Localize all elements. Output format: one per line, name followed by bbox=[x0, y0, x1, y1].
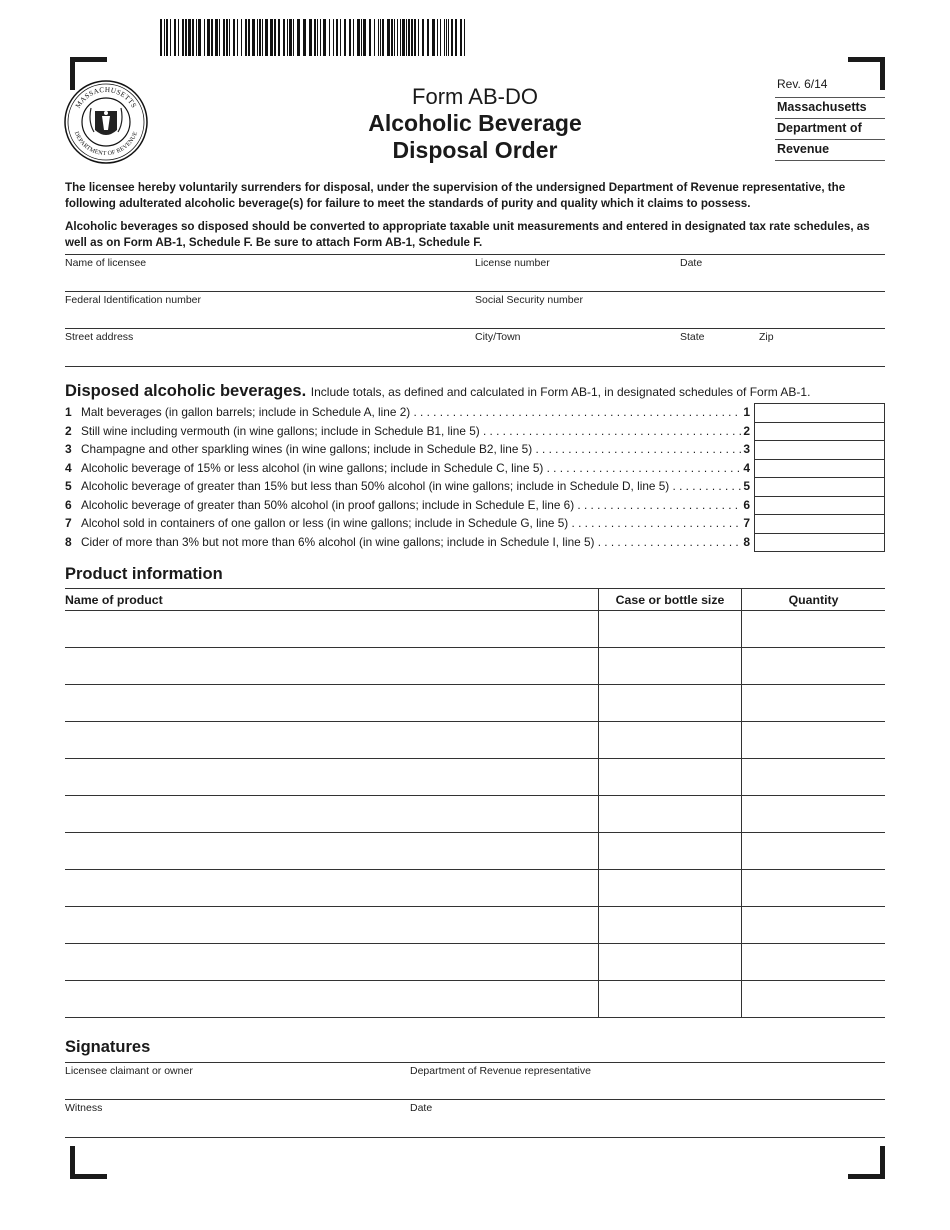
disposed-note: Include totals, as defined and calculated in Form AB-1, in designated schedules of Form AB-1. bbox=[310, 385, 811, 399]
quantity-input[interactable] bbox=[742, 833, 886, 870]
product-name-input[interactable] bbox=[65, 796, 599, 833]
line-amount-input[interactable] bbox=[754, 533, 885, 553]
product-name-input[interactable] bbox=[65, 722, 599, 759]
product-name-input[interactable] bbox=[65, 685, 599, 722]
form-id: Form AB-DO bbox=[412, 84, 538, 109]
line-number-right: 1 bbox=[743, 405, 750, 419]
street-address-field[interactable]: Street address bbox=[65, 331, 134, 343]
product-name-input[interactable] bbox=[65, 944, 599, 981]
product-name-input[interactable] bbox=[65, 833, 599, 870]
bottle-size-input[interactable] bbox=[599, 611, 742, 648]
signature-date-field[interactable]: Date bbox=[410, 1102, 433, 1114]
licensee-row-1 bbox=[65, 254, 885, 292]
bottle-size-input[interactable] bbox=[599, 759, 742, 796]
bottle-size-input[interactable] bbox=[599, 981, 742, 1018]
product-name-input[interactable] bbox=[65, 611, 599, 648]
quantity-input[interactable] bbox=[742, 944, 886, 981]
product-heading: Product information bbox=[65, 565, 223, 583]
line-amount-input[interactable] bbox=[754, 514, 885, 533]
product-row bbox=[65, 648, 885, 685]
signature-row-2 bbox=[65, 1099, 885, 1137]
line-number-right: 7 bbox=[743, 516, 750, 530]
form-title-line-2: Disposal Order bbox=[392, 137, 558, 163]
quantity-input[interactable] bbox=[742, 796, 886, 833]
department-line: Department of bbox=[775, 118, 885, 139]
product-row bbox=[65, 981, 885, 1018]
signatures-heading: Signatures bbox=[65, 1038, 151, 1056]
bottle-size-input[interactable] bbox=[599, 685, 742, 722]
product-row bbox=[65, 944, 885, 981]
product-row bbox=[65, 907, 885, 944]
licensee-row-3 bbox=[65, 328, 885, 367]
seal-bottom-text: DEPARTMENT OF REVENUE bbox=[72, 130, 140, 158]
disposed-line bbox=[65, 440, 885, 459]
line-amount-input[interactable] bbox=[754, 403, 885, 422]
seal-top-text: MASSACHUSETTS bbox=[73, 85, 139, 110]
disposed-heading-block bbox=[65, 382, 810, 401]
product-name-input[interactable] bbox=[65, 981, 599, 1018]
intro-paragraph-1: The licensee hereby voluntarily surrenders for disposal, under the supervision of the undersigned Department of Revenue representative, the following adulterated alcoholic beverage(s) for failure to meet the standards of purity and quality which it claims to possess. bbox=[65, 181, 846, 210]
zip-field[interactable]: Zip bbox=[759, 331, 774, 343]
product-row bbox=[65, 685, 885, 722]
product-name-input[interactable] bbox=[65, 870, 599, 907]
disposed-line bbox=[65, 422, 885, 441]
licensee-signature-field[interactable]: Licensee claimant or owner bbox=[65, 1065, 193, 1077]
line-amount-input[interactable] bbox=[754, 496, 885, 515]
quantity-input[interactable] bbox=[742, 685, 886, 722]
department-line: Massachusetts bbox=[775, 97, 885, 118]
line-description: Alcoholic beverage of 15% or less alcohol (in wine gallons; include in Schedule C, line 5) . . . bbox=[81, 461, 741, 475]
form-title-block bbox=[300, 84, 650, 164]
bottle-size-input[interactable] bbox=[599, 870, 742, 907]
line-description: Cider of more than 3% but not more than 6% alcohol (in wine gallons; include in Schedule I, line 5) . . . bbox=[81, 535, 741, 549]
disposed-line bbox=[65, 477, 885, 496]
line-description: Alcoholic beverage of greater than 50% alcohol (in proof gallons; include in Schedule E, line 6) . . . bbox=[81, 498, 741, 512]
product-table-header bbox=[65, 589, 885, 611]
quantity-input[interactable] bbox=[742, 870, 886, 907]
product-row bbox=[65, 611, 885, 648]
line-number: 4 bbox=[65, 460, 72, 475]
department-name bbox=[775, 97, 885, 161]
signature-row-1 bbox=[65, 1062, 885, 1100]
line-description: Alcohol sold in containers of one gallon or less (in wine gallons; include in Schedule G, line 5) . . . bbox=[81, 516, 741, 530]
disposed-heading: Disposed alcoholic beverages. bbox=[65, 382, 307, 400]
city-town-field[interactable]: City/Town bbox=[475, 331, 521, 343]
department-line: Revenue bbox=[775, 139, 885, 161]
licensee-row-2 bbox=[65, 291, 885, 329]
form-title-line-1: Alcoholic Beverage bbox=[368, 110, 582, 136]
name-of-licensee-field[interactable]: Name of licensee bbox=[65, 257, 147, 269]
product-row bbox=[65, 796, 885, 833]
quantity-input[interactable] bbox=[742, 759, 886, 796]
column-header-size: Case or bottle size bbox=[599, 589, 742, 611]
line-amount-input[interactable] bbox=[754, 440, 885, 459]
disposed-line bbox=[65, 533, 885, 552]
quantity-input[interactable] bbox=[742, 981, 886, 1018]
revision-date: Rev. 6/14 bbox=[777, 77, 828, 91]
line-number: 3 bbox=[65, 442, 72, 456]
line-number: 5 bbox=[65, 479, 72, 493]
line-description: Malt beverages (in gallon barrels; include in Schedule A, line 2) . . . bbox=[81, 405, 741, 419]
bottle-size-input[interactable] bbox=[599, 796, 742, 833]
line-number: 1 bbox=[65, 405, 72, 419]
column-header-name: Name of product bbox=[65, 589, 599, 611]
product-name-input[interactable] bbox=[65, 907, 599, 944]
line-amount-input[interactable] bbox=[754, 477, 885, 496]
registration-mark-bottom-right bbox=[848, 1146, 885, 1179]
date-field[interactable]: Date bbox=[680, 257, 703, 269]
line-number-right: 2 bbox=[743, 423, 750, 438]
line-number: 8 bbox=[65, 534, 72, 549]
dor-seal-logo bbox=[64, 80, 148, 164]
line-number: 6 bbox=[65, 497, 72, 512]
state-field[interactable]: State bbox=[680, 331, 705, 343]
bottle-size-input[interactable] bbox=[599, 648, 742, 685]
line-amount-input[interactable] bbox=[754, 422, 885, 441]
disposed-line bbox=[65, 514, 885, 533]
line-amount-input[interactable] bbox=[754, 459, 885, 478]
disposed-line bbox=[65, 403, 885, 422]
line-number-right: 6 bbox=[743, 497, 750, 512]
disposed-line bbox=[65, 459, 885, 478]
product-row bbox=[65, 870, 885, 907]
line-number-right: 4 bbox=[743, 460, 750, 475]
quantity-input[interactable] bbox=[742, 722, 886, 759]
bottle-size-input[interactable] bbox=[599, 722, 742, 759]
dor-representative-signature-field[interactable]: Department of Revenue representative bbox=[410, 1065, 591, 1077]
product-row bbox=[65, 759, 885, 796]
quantity-input[interactable] bbox=[742, 907, 886, 944]
quantity-input[interactable] bbox=[742, 648, 886, 685]
line-description: Alcoholic beverage of greater than 15% but less than 50% alcohol (in wine gallons; include in Schedule D, line 5) . . . bbox=[81, 479, 741, 493]
line-description: Still wine including vermouth (in wine gallons; include in Schedule B1, line 5) . . . bbox=[81, 424, 741, 438]
line-number-right: 5 bbox=[743, 479, 750, 493]
barcode bbox=[160, 19, 470, 56]
bottle-size-input[interactable] bbox=[599, 907, 742, 944]
registration-mark-top-right bbox=[848, 57, 885, 90]
bottom-rule bbox=[65, 1137, 885, 1138]
line-number-right: 8 bbox=[743, 534, 750, 549]
bottle-size-input[interactable] bbox=[599, 833, 742, 870]
product-row bbox=[65, 722, 885, 759]
federal-id-field[interactable]: Federal Identification number bbox=[65, 294, 201, 306]
product-table bbox=[65, 588, 885, 1018]
witness-signature-field[interactable]: Witness bbox=[65, 1102, 103, 1114]
quantity-input[interactable] bbox=[742, 611, 886, 648]
license-number-field[interactable]: License number bbox=[475, 257, 550, 269]
registration-mark-bottom-left bbox=[70, 1146, 107, 1179]
product-name-input[interactable] bbox=[65, 759, 599, 796]
ssn-field[interactable]: Social Security number bbox=[475, 294, 583, 306]
line-number: 7 bbox=[65, 516, 72, 530]
disposed-line bbox=[65, 496, 885, 515]
line-number-right: 3 bbox=[743, 442, 750, 456]
product-row bbox=[65, 833, 885, 870]
intro-paragraph-2: Alcoholic beverages so disposed should be converted to appropriate taxable unit measurements and entered in designated tax rate schedules, as well as on Form AB-1, Schedule F. Be sure to attach Form AB-1, Schedule F. bbox=[65, 220, 870, 249]
bottle-size-input[interactable] bbox=[599, 944, 742, 981]
line-number: 2 bbox=[65, 423, 72, 438]
column-header-quantity: Quantity bbox=[742, 589, 886, 611]
product-name-input[interactable] bbox=[65, 648, 599, 685]
line-description: Champagne and other sparkling wines (in wine gallons; include in Schedule B2, line 5) . . . bbox=[81, 442, 741, 456]
disposed-lines bbox=[65, 403, 885, 551]
